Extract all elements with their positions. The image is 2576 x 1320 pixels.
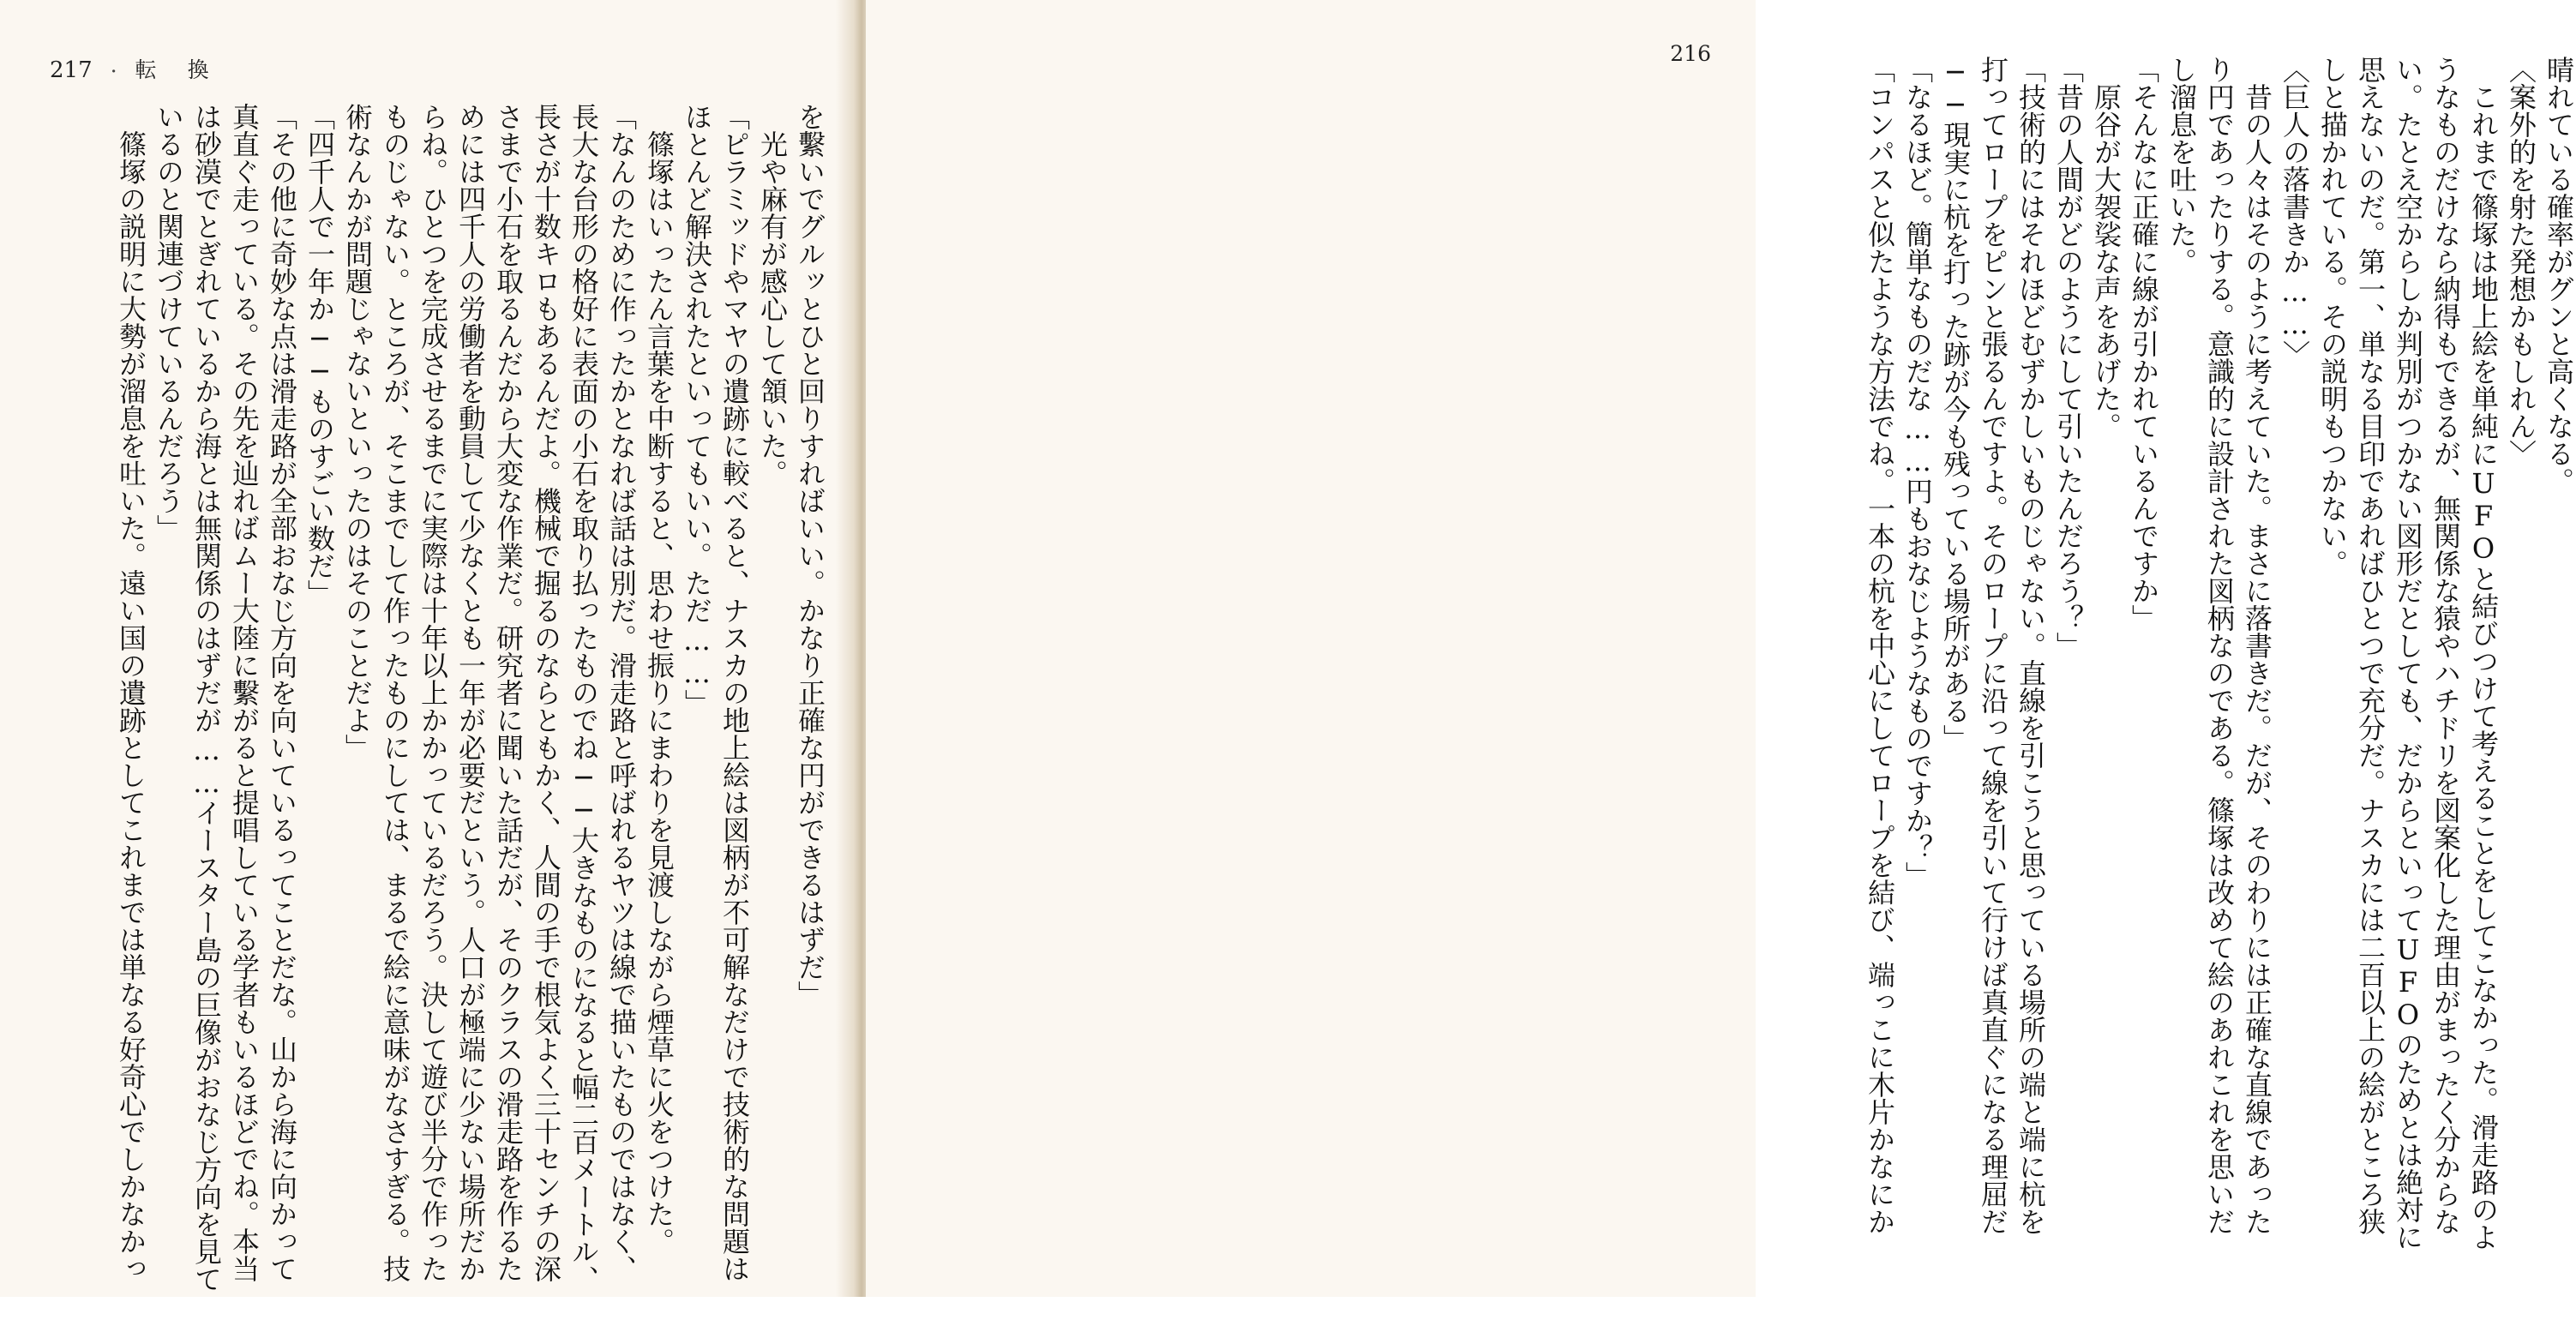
text-line: し溜息を吐いた。 bbox=[2165, 56, 2198, 275]
text-line: 光や麻有が感心して頷いた。 bbox=[756, 103, 789, 487]
text-line: らね。ひとつを完成させるまでに実際は十年以上かかっているだろう。決して遊び半分で作った bbox=[417, 103, 449, 1282]
text-line: 原谷が大袈裟な声をあげた。 bbox=[2090, 56, 2123, 440]
text-line: は砂漠でとぎれているから海とは無関係のはずだが……イースター島の巨像がおなじ方向を見て bbox=[190, 103, 223, 1293]
text-line: 長さが十数キロもあるんだよ。機械で掘るのならともかく、人間の手で根気よく三十センチの深 bbox=[530, 103, 562, 1282]
text-line: 「なんのために作ったかとなれば話は別だ。滑走路と呼ばれるヤツは線で描いたものではなく、 bbox=[605, 103, 638, 1282]
text-line: いるのと関連づけているんだろう」 bbox=[153, 103, 185, 542]
header-separator: ・ bbox=[105, 63, 122, 81]
text-line: ──現実に杭を打った跡が今も残っている場所がある」 bbox=[1939, 56, 1972, 752]
text-line: 「四千人で一年か──ものすごい数だ」 bbox=[303, 103, 336, 607]
text-line: を繫いでグルッとひと回りすればいい。かなり正確な円ができるはずだ」 bbox=[794, 103, 826, 1008]
right-page-number: 216 bbox=[1670, 41, 1711, 66]
text-line: 篠塚の説明に大勢が溜息を吐いた。遠い国の遺跡としてこれまでは単なる好奇心でしかなかっ bbox=[115, 103, 147, 1282]
text-line: さまで小石を取るんだから大変な作業だ。研究者に聞いた話だが、そのクラスの滑走路を作るた bbox=[492, 103, 525, 1282]
text-line: 「コンパスと似たような方法でね。一本の杭を中心にしてロープを結び、端っこに木片かなにか bbox=[1864, 56, 1896, 1235]
left-page-header bbox=[50, 53, 221, 84]
text-line: 「ピラミッドやマヤの遺跡に較べると、ナスカの地上絵は図柄が不可解なだけで技術的な問題は bbox=[718, 103, 751, 1282]
text-line: 打ってロープをピンと張るんですよ。そのロープに沿って線を引いて行けば真直ぐになる理屈だ bbox=[1977, 56, 2009, 1235]
text-line: 〈案外的を射た発想かもしれん〉 bbox=[2505, 56, 2537, 467]
text-line: 晴れている確率がグンと高くなる。 bbox=[2543, 56, 2575, 495]
text-line: しと描かれている。その説明もつかない。 bbox=[2316, 56, 2349, 577]
left-page-text bbox=[39, 103, 827, 1320]
text-line: 「なるほど。簡単なものだな……円もおなじようなものですか？」 bbox=[1901, 56, 1934, 889]
text-line: 篠塚はいったん言葉を中断すると、思わせ振りにまわりを見渡しながら煙草に火をつけた。 bbox=[643, 103, 676, 1255]
text-line: 〈巨人の落書きか……〉 bbox=[2279, 56, 2311, 368]
text-line: 「その他に奇妙な点は滑走路が全部おなじ方向を向いているってことだな。山から海に向かって bbox=[266, 103, 298, 1282]
text-line: 長大な台形の格好に表面の小石を取り払ったものでね──大きなものになると幅二百メートル、 bbox=[567, 103, 600, 1293]
left-page-number: 217 bbox=[50, 57, 93, 83]
text-line: 「技術的にはそれほどむずかしいものじゃない。直線を引こうと思っている場所の端と端に杭を bbox=[2015, 56, 2047, 1235]
text-line: ほとんど解決されたといってもいい。ただ……」 bbox=[681, 103, 713, 717]
running-title: 転 換 bbox=[135, 57, 221, 82]
text-line: ものじゃない。ところが、そこまでして作ったものにしては、まるで絵に意味がなさすぎる。技 bbox=[379, 103, 411, 1282]
text-line: うなものだけなら納得もできるが、無関係な猿やハチドリを図案化した理由がまったく分からな bbox=[2429, 56, 2462, 1235]
text-line: 「昔の人間がどのようにして引いたんだろう？」 bbox=[2052, 56, 2085, 659]
left-page bbox=[0, 0, 866, 1297]
text-line: 術なんかが問題じゃないといったのはそのことだよ」 bbox=[341, 103, 374, 761]
text-line: り円であったりする。意識的に設計された図柄なのである。篠塚は改めて絵のあれこれを思いだ bbox=[2203, 56, 2236, 1235]
text-line: これまで篠塚は地上絵を単純にUFOと結びつけて考えることをしてこなかった。滑走路のよ bbox=[2467, 56, 2500, 1251]
text-line: 真直ぐ走っている。その先を辿ればムー大陸に繫がると提唱している学者もいるほどでね。本当 bbox=[228, 103, 261, 1282]
right-page-text bbox=[1796, 56, 2576, 1273]
right-page bbox=[866, 0, 2575, 1297]
text-line: 思えないのだ。第一、単なる目印であればひとつで充分だ。ナスカには二百以上の絵がところ狭 bbox=[2354, 56, 2387, 1235]
text-line: 「そんなに正確に線が引かれているんですか」 bbox=[2128, 56, 2160, 632]
text-line: 昔の人々はそのように考えていた。まさに落書きだ。だが、そのわりには正確な直線であった bbox=[2241, 56, 2273, 1235]
text-line: めには四千人の労働者を動員して少なくとも一年が必要だという。人口が極端に少ない場所だか bbox=[454, 103, 487, 1282]
text-line: い。たとえ空からしか判別がつかない図形だとしても、だからといってUFOのためとは絶対に bbox=[2392, 56, 2424, 1251]
